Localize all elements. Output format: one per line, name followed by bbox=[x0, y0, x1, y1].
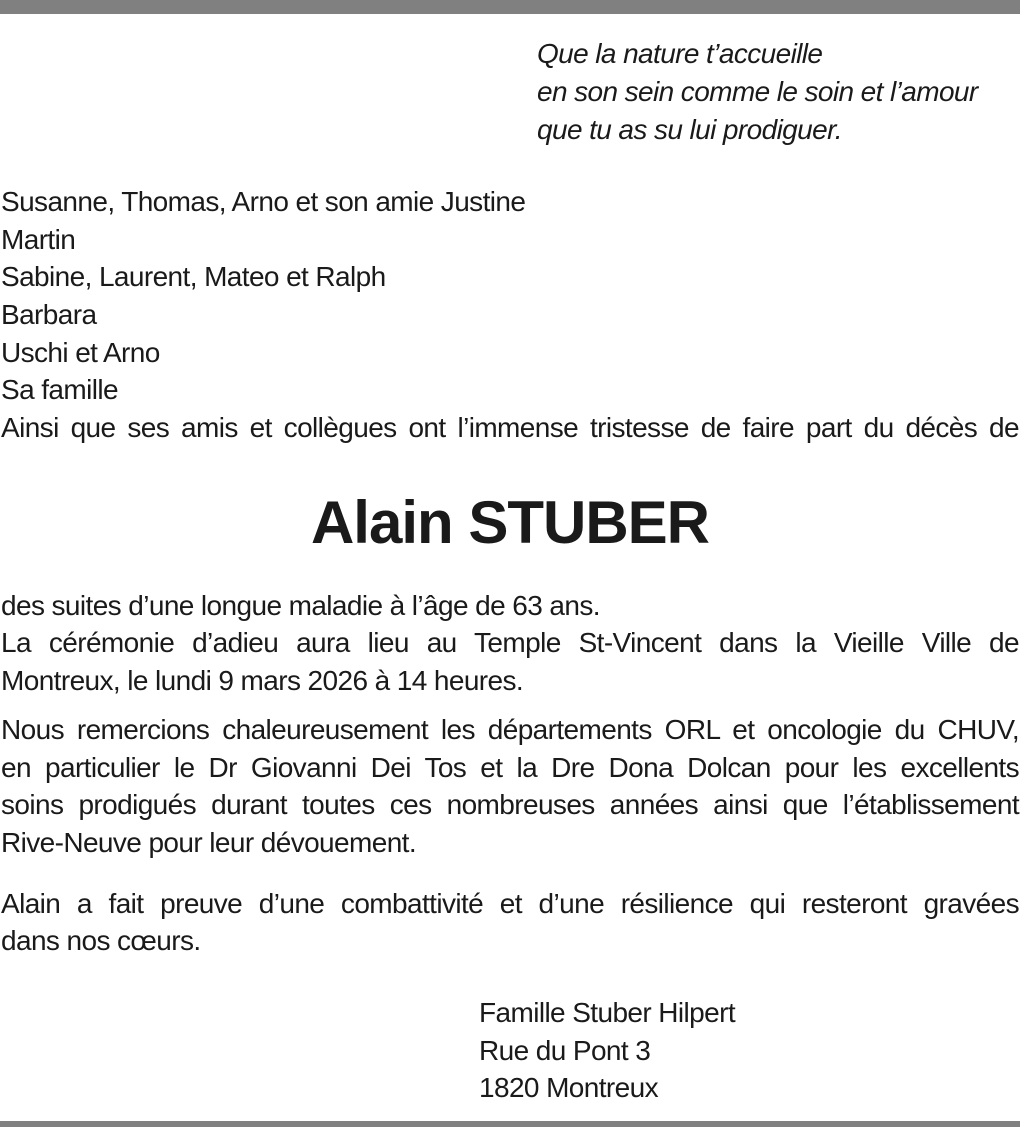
family-line: Sabine, Laurent, Mateo et Ralph bbox=[1, 261, 386, 292]
ceremony-line: Montreux, le lundi 9 mars 2026 à 14 heures. bbox=[1, 665, 524, 696]
ceremony-line: des suites d’une longue maladie à l’âge de 63 ans. bbox=[1, 590, 600, 621]
address-line: Famille Stuber Hilpert bbox=[479, 997, 735, 1028]
tribute-line: dans nos cœurs. bbox=[1, 925, 201, 956]
family-line: Barbara bbox=[1, 299, 97, 330]
deceased-name: Alain STUBER bbox=[310, 489, 710, 556]
epigraph-line: en son sein comme le soin et l’amour bbox=[537, 76, 978, 107]
address-line: 1820 Montreux bbox=[479, 1072, 658, 1103]
tribute-line: Alain a fait preuve d’une combattivité et d’une résilience qui resteront gravées bbox=[1, 888, 1019, 919]
thanks-line: Nous remercions chaleureusement les départements ORL et oncologie du CHUV, bbox=[1, 714, 1019, 745]
top-border-rule bbox=[0, 0, 1020, 14]
ceremony-line: La cérémonie d’adieu aura lieu au Temple St-Vincent dans la Vieille Ville de bbox=[1, 627, 1019, 658]
thanks-line: soins prodigués durant toutes ces nombreuses années ainsi que l’établissement bbox=[1, 789, 1019, 820]
announcement-line: Ainsi que ses amis et collègues ont l’immense tristesse de faire part du décès de bbox=[1, 412, 1019, 443]
family-line: Susanne, Thomas, Arno et son amie Justine bbox=[1, 186, 526, 217]
family-line: Sa famille bbox=[1, 374, 118, 405]
bottom-border-rule bbox=[0, 1121, 1020, 1127]
epigraph-line: que tu as su lui prodiguer. bbox=[537, 114, 842, 145]
epigraph-line: Que la nature t’accueille bbox=[537, 38, 823, 69]
address-line: Rue du Pont 3 bbox=[479, 1035, 651, 1066]
family-line: Martin bbox=[1, 224, 76, 255]
family-line: Uschi et Arno bbox=[1, 337, 160, 368]
thanks-line: en particulier le Dr Giovanni Dei Tos et la Dre Dona Dolcan pour les excellents bbox=[1, 752, 1019, 783]
thanks-line: Rive-Neuve pour leur dévouement. bbox=[1, 827, 417, 858]
